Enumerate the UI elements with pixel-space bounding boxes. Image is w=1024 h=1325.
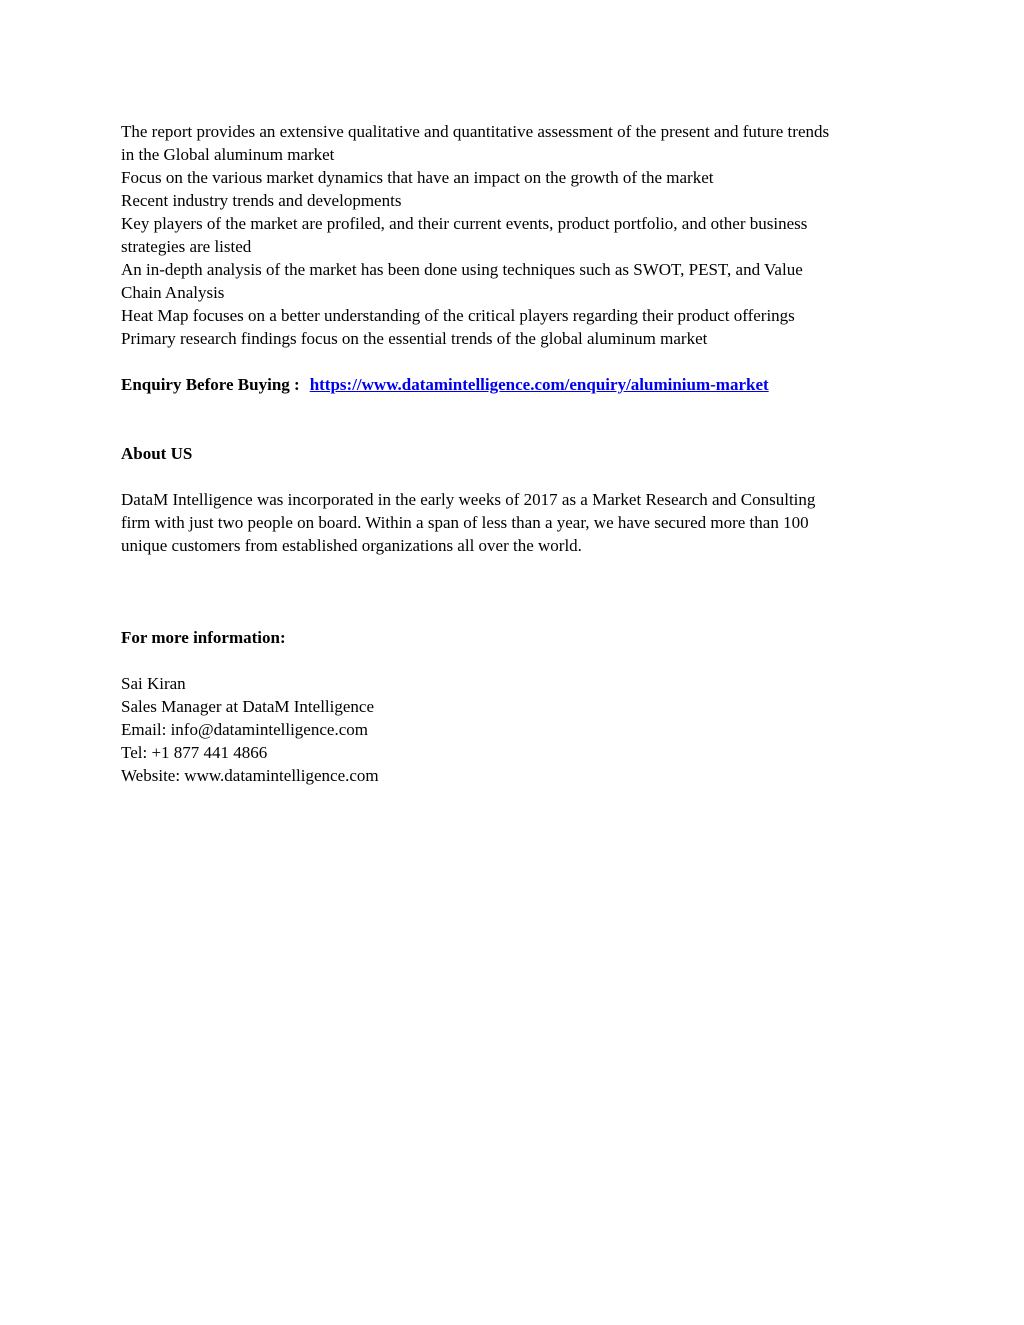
intro-line: An in-depth analysis of the market has been done using techniques such as SWOT, PEST, and Value xyxy=(121,260,803,279)
intro-line: Recent industry trends and developments xyxy=(121,191,402,210)
about-line: firm with just two people on board. Within a span of less than a year, we have secured more than 100 xyxy=(121,513,809,532)
intro-line: The report provides an extensive qualitative and quantitative assessment of the present and future trends xyxy=(121,122,830,141)
document-page xyxy=(121,120,911,787)
about-line: DataM Intelligence was incorporated in the early weeks of 2017 as a Market Research and Consulting xyxy=(121,490,816,509)
about-heading: About US xyxy=(121,444,193,463)
spacer xyxy=(121,557,911,626)
spacer xyxy=(121,396,911,442)
contact-tel: Tel: +1 877 441 4866 xyxy=(121,743,268,762)
about-paragraph xyxy=(121,488,911,557)
intro-line: Focus on the various market dynamics that have an impact on the growth of the market xyxy=(121,168,714,187)
spacer xyxy=(121,350,911,373)
contact-name: Sai Kiran xyxy=(121,674,186,693)
intro-line: Key players of the market are profiled, and their current events, product portfolio, and other business xyxy=(121,214,808,233)
enquiry-link[interactable]: https://www.datamintelligence.com/enquiry/aluminium-market xyxy=(309,375,769,394)
contact-title: Sales Manager at DataM Intelligence xyxy=(121,697,375,716)
spacer xyxy=(121,649,911,672)
intro-line: in the Global aluminum market xyxy=(121,145,335,164)
about-line: unique customers from established organizations all over the world. xyxy=(121,536,582,555)
intro-section xyxy=(121,120,911,350)
spacer xyxy=(121,465,911,488)
enquiry-label: Enquiry Before Buying : xyxy=(121,375,300,394)
intro-line: Chain Analysis xyxy=(121,283,225,302)
contact-block xyxy=(121,672,911,787)
contact-website: Website: www.datamintelligence.com xyxy=(121,766,379,785)
intro-line: Primary research findings focus on the essential trends of the global aluminum market xyxy=(121,329,708,348)
intro-line: strategies are listed xyxy=(121,237,252,256)
contact-email: Email: info@datamintelligence.com xyxy=(121,720,368,739)
intro-line: Heat Map focuses on a better understanding of the critical players regarding their product offerings xyxy=(121,306,795,325)
contact-heading: For more information: xyxy=(121,628,286,647)
enquiry-row xyxy=(121,373,911,396)
